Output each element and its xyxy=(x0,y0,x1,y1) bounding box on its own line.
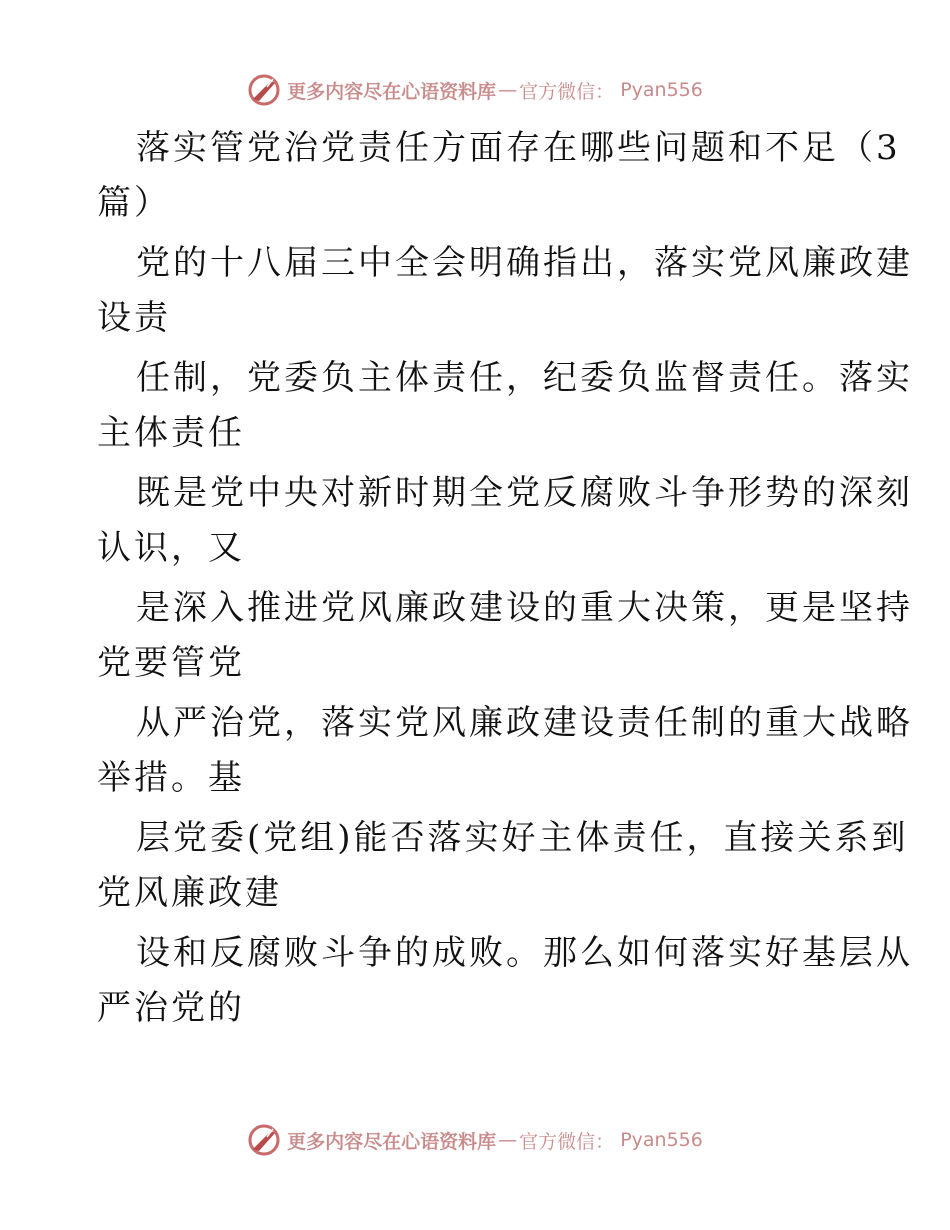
watermark-dash: — xyxy=(498,1129,518,1151)
paragraph-line: 认识，又 xyxy=(97,528,245,568)
header-watermark xyxy=(0,70,950,110)
quill-logo-icon xyxy=(247,1123,281,1157)
footer-watermark xyxy=(0,1120,950,1160)
paragraph-line: 既是党中央对新时期全党反腐败斗争形势的深刻 xyxy=(136,473,913,513)
paragraph-line: 党的十八届三中全会明确指出，落实党风廉政建 xyxy=(136,243,913,283)
paragraph-line: 层党委(党组)能否落实好主体责任，直接关系到 xyxy=(136,818,909,858)
watermark-title: 更多内容尽在心语资料库 xyxy=(287,80,497,103)
paragraph-line: 从严治党，落实党风廉政建设责任制的重大战略 xyxy=(136,703,913,743)
watermark-wechat-id: Pyan556 xyxy=(620,79,703,101)
paragraph-line: 党风廉政建 xyxy=(97,873,282,913)
paragraph-line: 主体责任 xyxy=(97,413,245,453)
paragraph-line: 党要管党 xyxy=(97,643,245,683)
watermark-wechat-label: 官方微信： xyxy=(519,1130,615,1153)
watermark-wechat-id: Pyan556 xyxy=(620,1129,703,1151)
quill-logo-icon xyxy=(247,73,281,107)
watermark-title: 更多内容尽在心语资料库 xyxy=(287,1130,497,1153)
paragraph-line: 是深入推进党风廉政建设的重大决策，更是坚持 xyxy=(136,588,913,628)
document-title-line-1: 落实管党治党责任方面存在哪些问题和不足（3 xyxy=(136,128,901,168)
paragraph-line: 严治党的 xyxy=(97,988,245,1028)
paragraph-line: 设责 xyxy=(97,298,171,338)
watermark-dash: — xyxy=(498,79,518,101)
paragraph-line: 设和反腐败斗争的成败。那么如何落实好基层从 xyxy=(136,933,913,973)
paragraph-line: 举措。基 xyxy=(97,758,245,798)
document-title-line-2: 篇） xyxy=(97,183,171,223)
paragraph-line: 任制，党委负主体责任，纪委负监督责任。落实 xyxy=(136,358,913,398)
watermark-wechat-label: 官方微信： xyxy=(519,80,615,103)
